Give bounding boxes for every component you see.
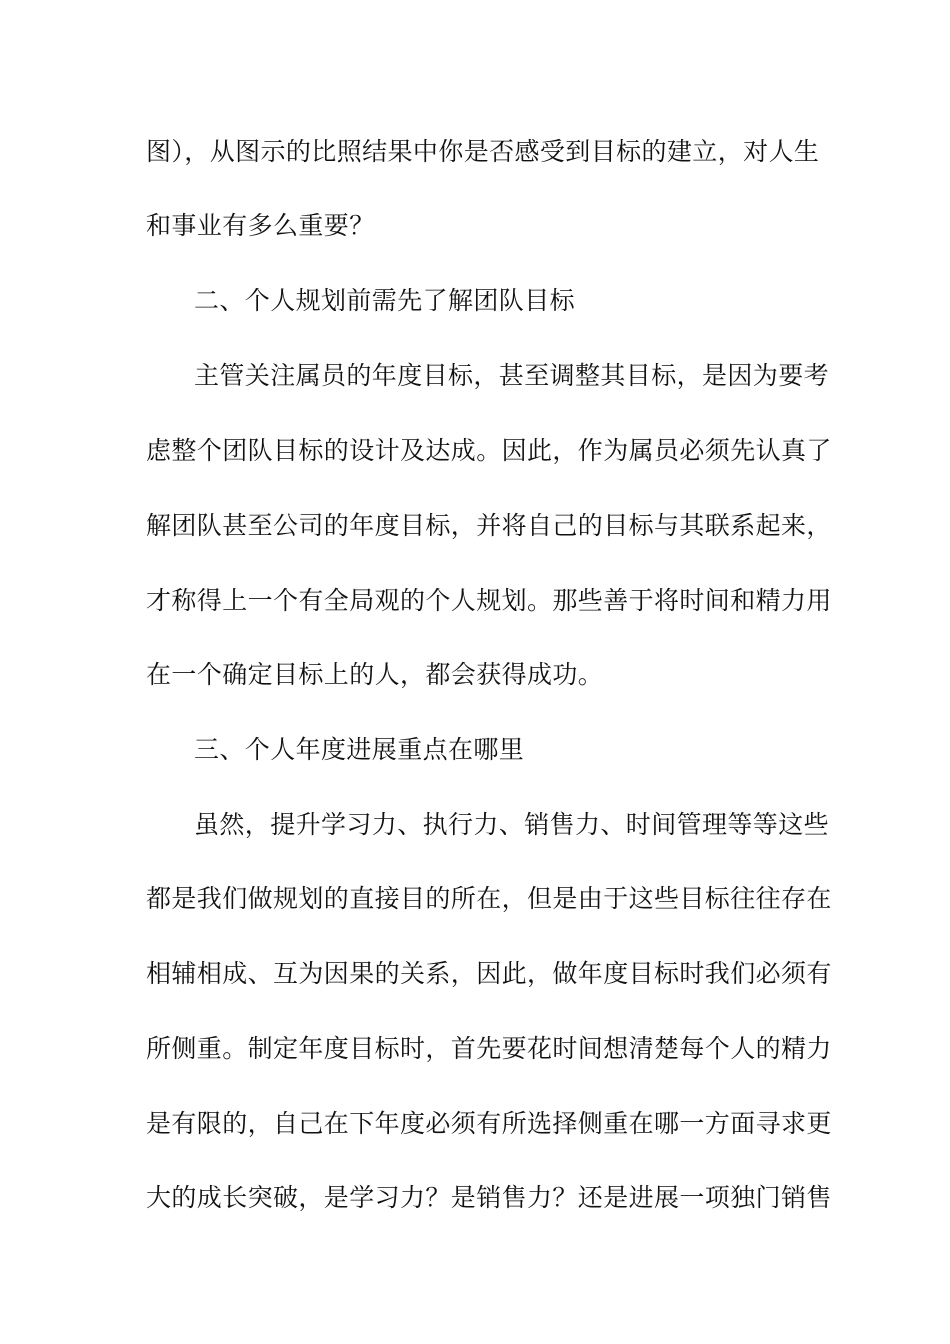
paragraph-line-6: 解团队甚至公司的年度目标，并将自己的目标与其联系起来， <box>146 511 832 540</box>
paragraph-line-13: 所侧重。制定年度目标时，首先要花时间想清楚每个人的精力 <box>146 1034 832 1063</box>
paragraph-line-14: 是有限的，自己在下年度必须有所选择侧重在哪一方面寻求更 <box>146 1109 832 1138</box>
paragraph-line-12: 相辅相成、互为因果的关系，因此，做年度目标时我们必须有 <box>146 959 832 988</box>
paragraph-line-15: 大的成长突破，是学习力？是销售力？还是进展一项独门销售 <box>146 1183 832 1212</box>
paragraph-line-7: 才称得上一个有全局观的个人规划。那些善于将时间和精力用 <box>146 586 832 615</box>
paragraph-line-2: 和事业有多么重要？ <box>146 211 375 240</box>
paragraph-line-10: 虽然，提升学习力、执行力、销售力、时间管理等等这些 <box>194 810 830 839</box>
paragraph-line-11: 都是我们做规划的直接目的所在，但是由于这些目标往往存在 <box>146 884 832 913</box>
paragraph-line-1: 图），从图示的比照结果中你是否感受到目标的建立，对人生 <box>146 137 820 166</box>
paragraph-line-4: 主管关注属员的年度目标，甚至调整其目标，是因为要考 <box>194 361 830 390</box>
section-heading-2: 二、个人规划前需先了解团队目标 <box>194 286 576 315</box>
paragraph-line-5: 虑整个团队目标的设计及达成。因此，作为属员必须先认真了 <box>146 436 832 465</box>
section-heading-3: 三、个人年度进展重点在哪里 <box>194 735 525 764</box>
paragraph-line-8: 在一个确定目标上的人，都会获得成功。 <box>146 660 604 689</box>
